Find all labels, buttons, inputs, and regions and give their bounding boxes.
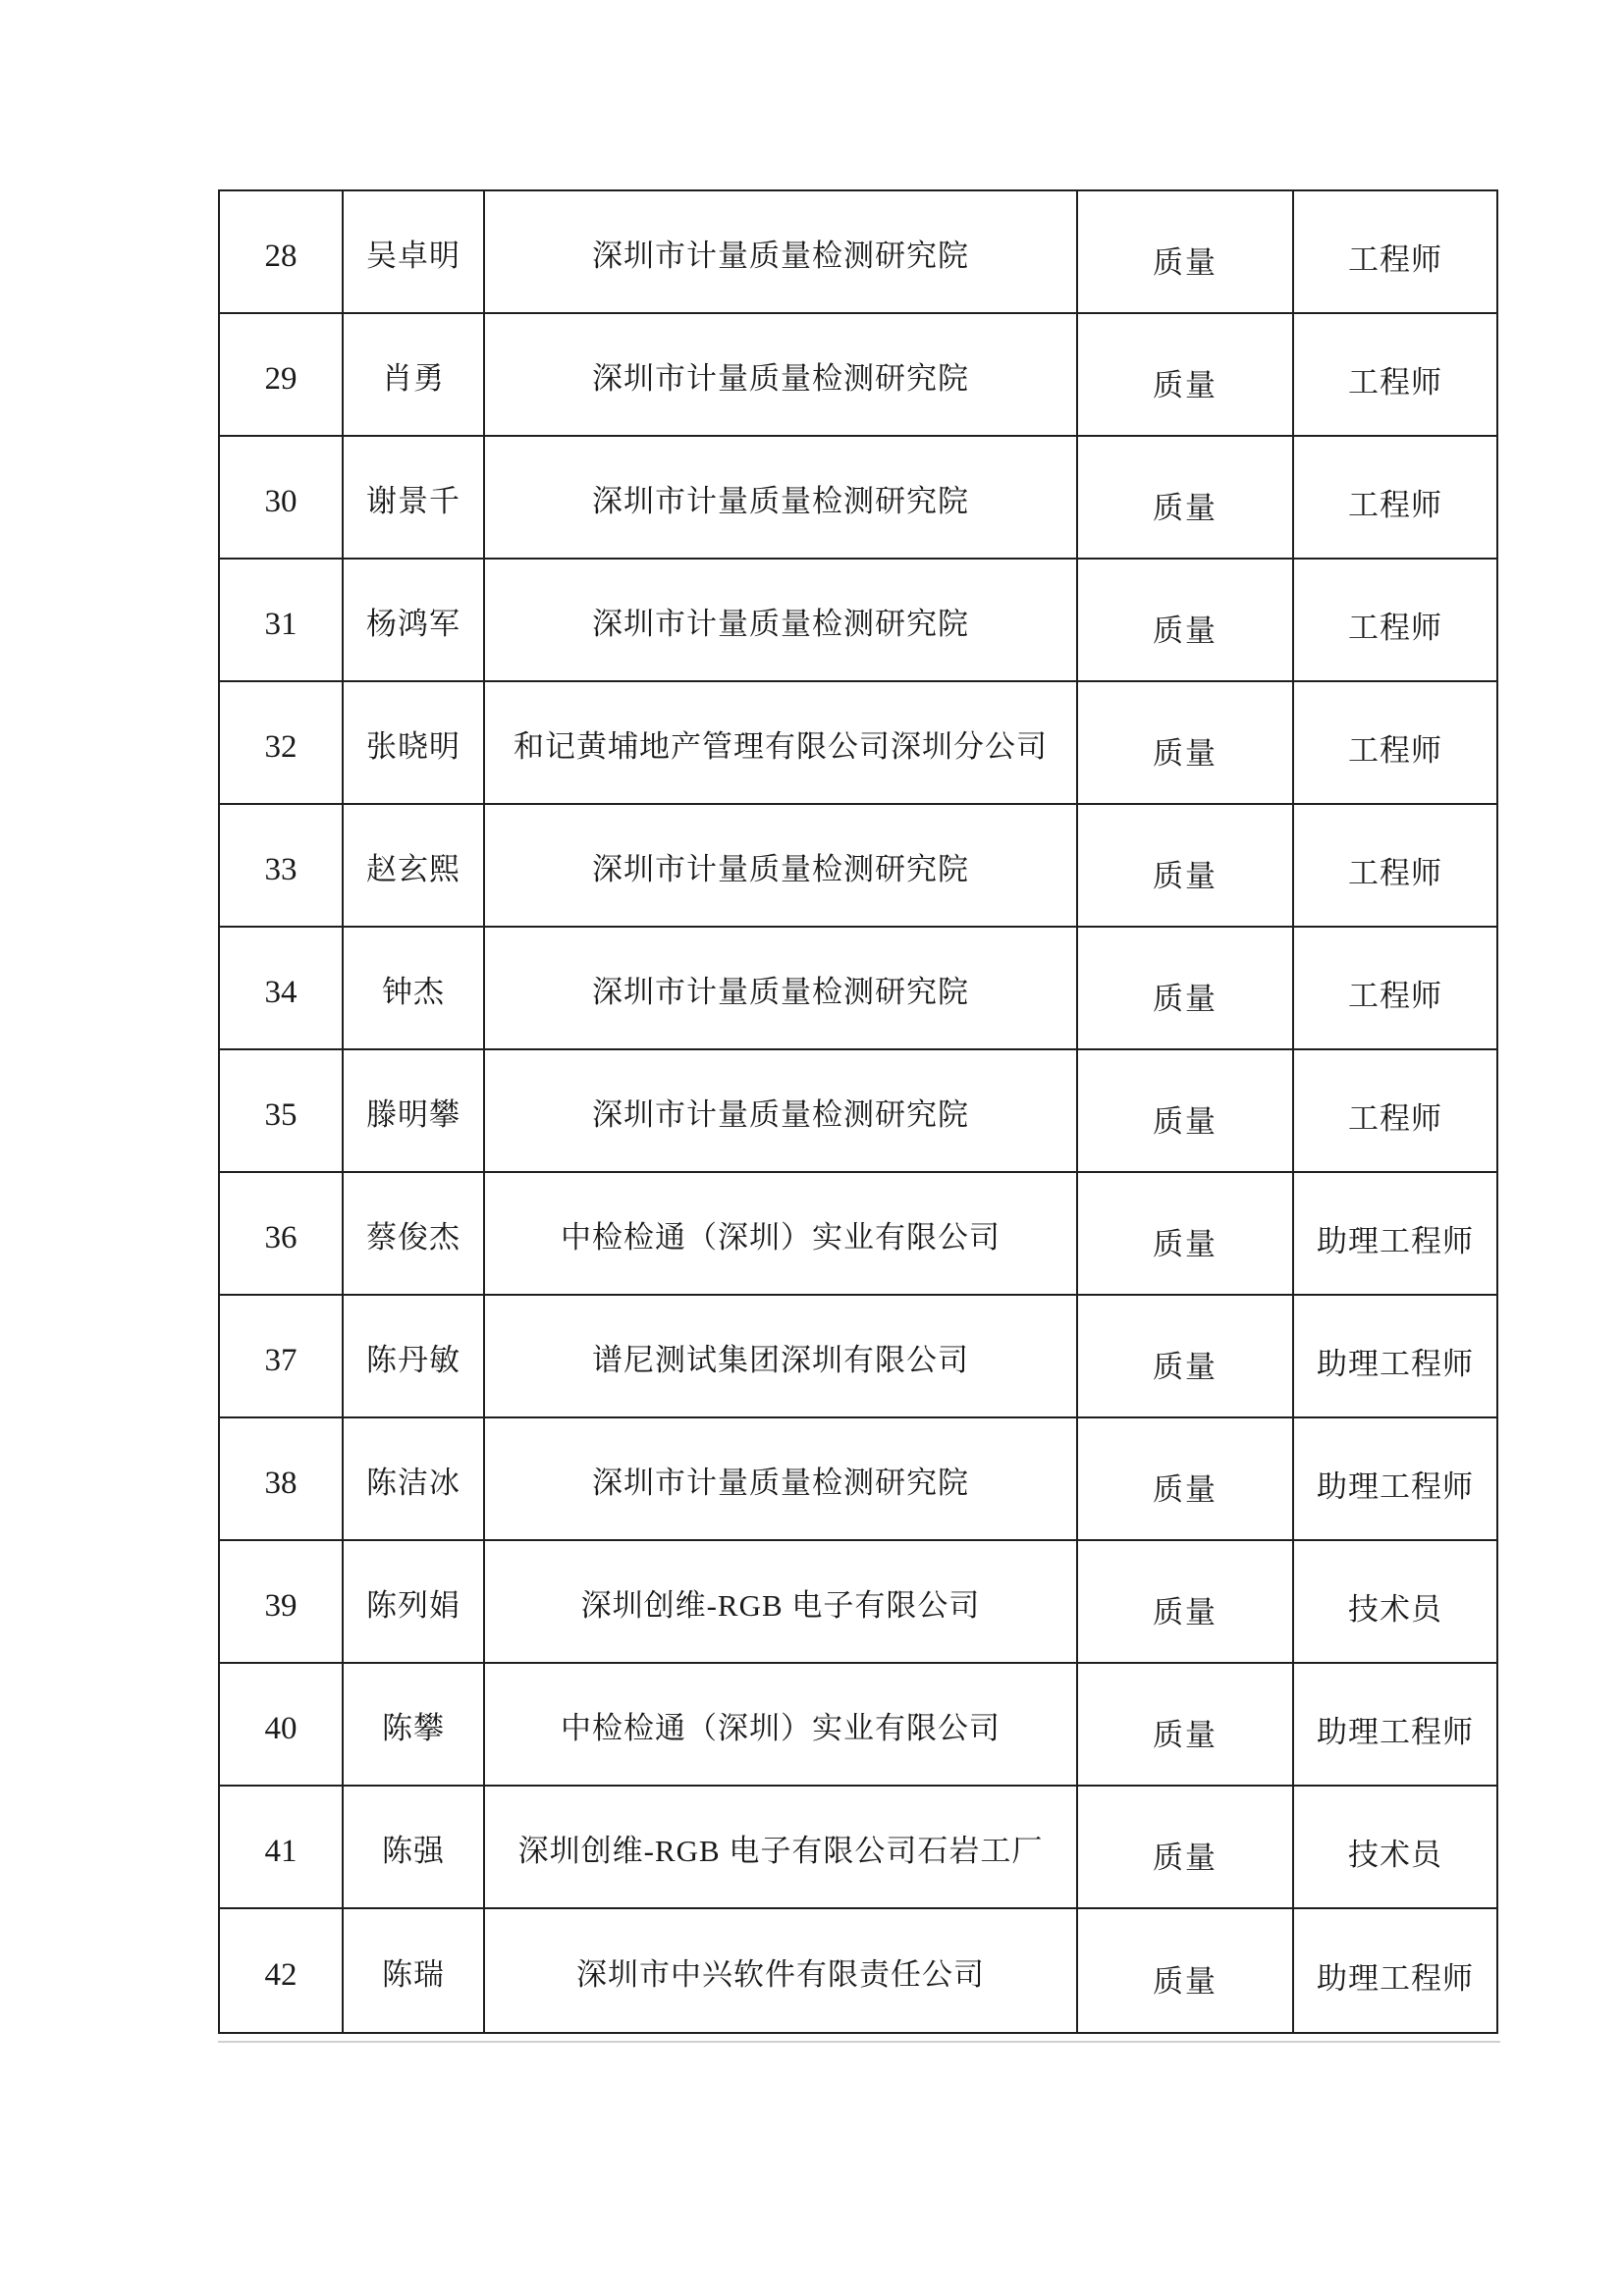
cell-title: 工程师: [1294, 682, 1496, 805]
cell-company: 深圳市计量质量检测研究院: [485, 1418, 1078, 1541]
cell-name: 谢景千: [344, 437, 485, 560]
cell-company: 深圳市中兴软件有限责任公司: [485, 1909, 1078, 2032]
cell-category: 质量: [1078, 1787, 1294, 1909]
cell-title: 技术员: [1294, 1541, 1496, 1664]
cell-name: 钟杰: [344, 928, 485, 1050]
cell-company: 深圳创维-RGB 电子有限公司: [485, 1541, 1078, 1664]
cell-name: 肖勇: [344, 314, 485, 437]
cell-number: 35: [220, 1050, 344, 1173]
cell-name: 陈丹敏: [344, 1296, 485, 1418]
cell-number: 30: [220, 437, 344, 560]
cell-name: 陈瑞: [344, 1909, 485, 2032]
cell-name: 滕明攀: [344, 1050, 485, 1173]
cell-category: 质量: [1078, 1418, 1294, 1541]
cell-name: 陈强: [344, 1787, 485, 1909]
cell-title: 助理工程师: [1294, 1418, 1496, 1541]
cell-number: 40: [220, 1664, 344, 1787]
cell-company: 深圳市计量质量检测研究院: [485, 191, 1078, 314]
cell-title: 助理工程师: [1294, 1296, 1496, 1418]
cell-category: 质量: [1078, 1173, 1294, 1296]
cell-company: 深圳市计量质量检测研究院: [485, 314, 1078, 437]
cell-category: 质量: [1078, 1296, 1294, 1418]
cell-number: 38: [220, 1418, 344, 1541]
cell-title: 工程师: [1294, 1050, 1496, 1173]
cell-company: 中检检通（深圳）实业有限公司: [485, 1173, 1078, 1296]
cell-title: 工程师: [1294, 314, 1496, 437]
cell-category: 质量: [1078, 1050, 1294, 1173]
cell-company: 谱尼测试集团深圳有限公司: [485, 1296, 1078, 1418]
cell-category: 质量: [1078, 805, 1294, 928]
cell-number: 31: [220, 560, 344, 682]
cell-category: 质量: [1078, 928, 1294, 1050]
cell-title: 助理工程师: [1294, 1664, 1496, 1787]
cell-title: 工程师: [1294, 805, 1496, 928]
cell-title: 工程师: [1294, 928, 1496, 1050]
cell-company: 深圳市计量质量检测研究院: [485, 805, 1078, 928]
cell-number: 33: [220, 805, 344, 928]
cell-company: 深圳市计量质量检测研究院: [485, 437, 1078, 560]
cell-number: 42: [220, 1909, 344, 2032]
cell-name: 张晓明: [344, 682, 485, 805]
cell-category: 质量: [1078, 682, 1294, 805]
cell-company: 深圳市计量质量检测研究院: [485, 1050, 1078, 1173]
cell-title: 工程师: [1294, 560, 1496, 682]
cell-title: 工程师: [1294, 191, 1496, 314]
cell-name: 陈列娟: [344, 1541, 485, 1664]
cell-category: 质量: [1078, 1664, 1294, 1787]
cell-name: 蔡俊杰: [344, 1173, 485, 1296]
cell-number: 29: [220, 314, 344, 437]
cell-name: 陈洁冰: [344, 1418, 485, 1541]
cell-name: 陈攀: [344, 1664, 485, 1787]
cell-name: 杨鸿军: [344, 560, 485, 682]
cell-name: 吴卓明: [344, 191, 485, 314]
cell-number: 36: [220, 1173, 344, 1296]
cell-company: 深圳市计量质量检测研究院: [485, 928, 1078, 1050]
cell-name: 赵玄熙: [344, 805, 485, 928]
cell-company: 深圳创维-RGB 电子有限公司石岩工厂: [485, 1787, 1078, 1909]
cell-title: 助理工程师: [1294, 1909, 1496, 2032]
cell-number: 37: [220, 1296, 344, 1418]
cell-category: 质量: [1078, 1909, 1294, 2032]
cell-company: 中检检通（深圳）实业有限公司: [485, 1664, 1078, 1787]
cell-title: 助理工程师: [1294, 1173, 1496, 1296]
cell-category: 质量: [1078, 560, 1294, 682]
cell-number: 39: [220, 1541, 344, 1664]
cell-number: 32: [220, 682, 344, 805]
cell-title: 工程师: [1294, 437, 1496, 560]
cell-number: 34: [220, 928, 344, 1050]
cell-title: 技术员: [1294, 1787, 1496, 1909]
cell-category: 质量: [1078, 191, 1294, 314]
cell-company: 和记黄埔地产管理有限公司深圳分公司: [485, 682, 1078, 805]
cell-category: 质量: [1078, 437, 1294, 560]
cell-number: 28: [220, 191, 344, 314]
cell-number: 41: [220, 1787, 344, 1909]
table-bottom-artifact-line: [218, 2041, 1500, 2043]
personnel-table: [218, 189, 1498, 2034]
cell-category: 质量: [1078, 1541, 1294, 1664]
cell-category: 质量: [1078, 314, 1294, 437]
cell-company: 深圳市计量质量检测研究院: [485, 560, 1078, 682]
